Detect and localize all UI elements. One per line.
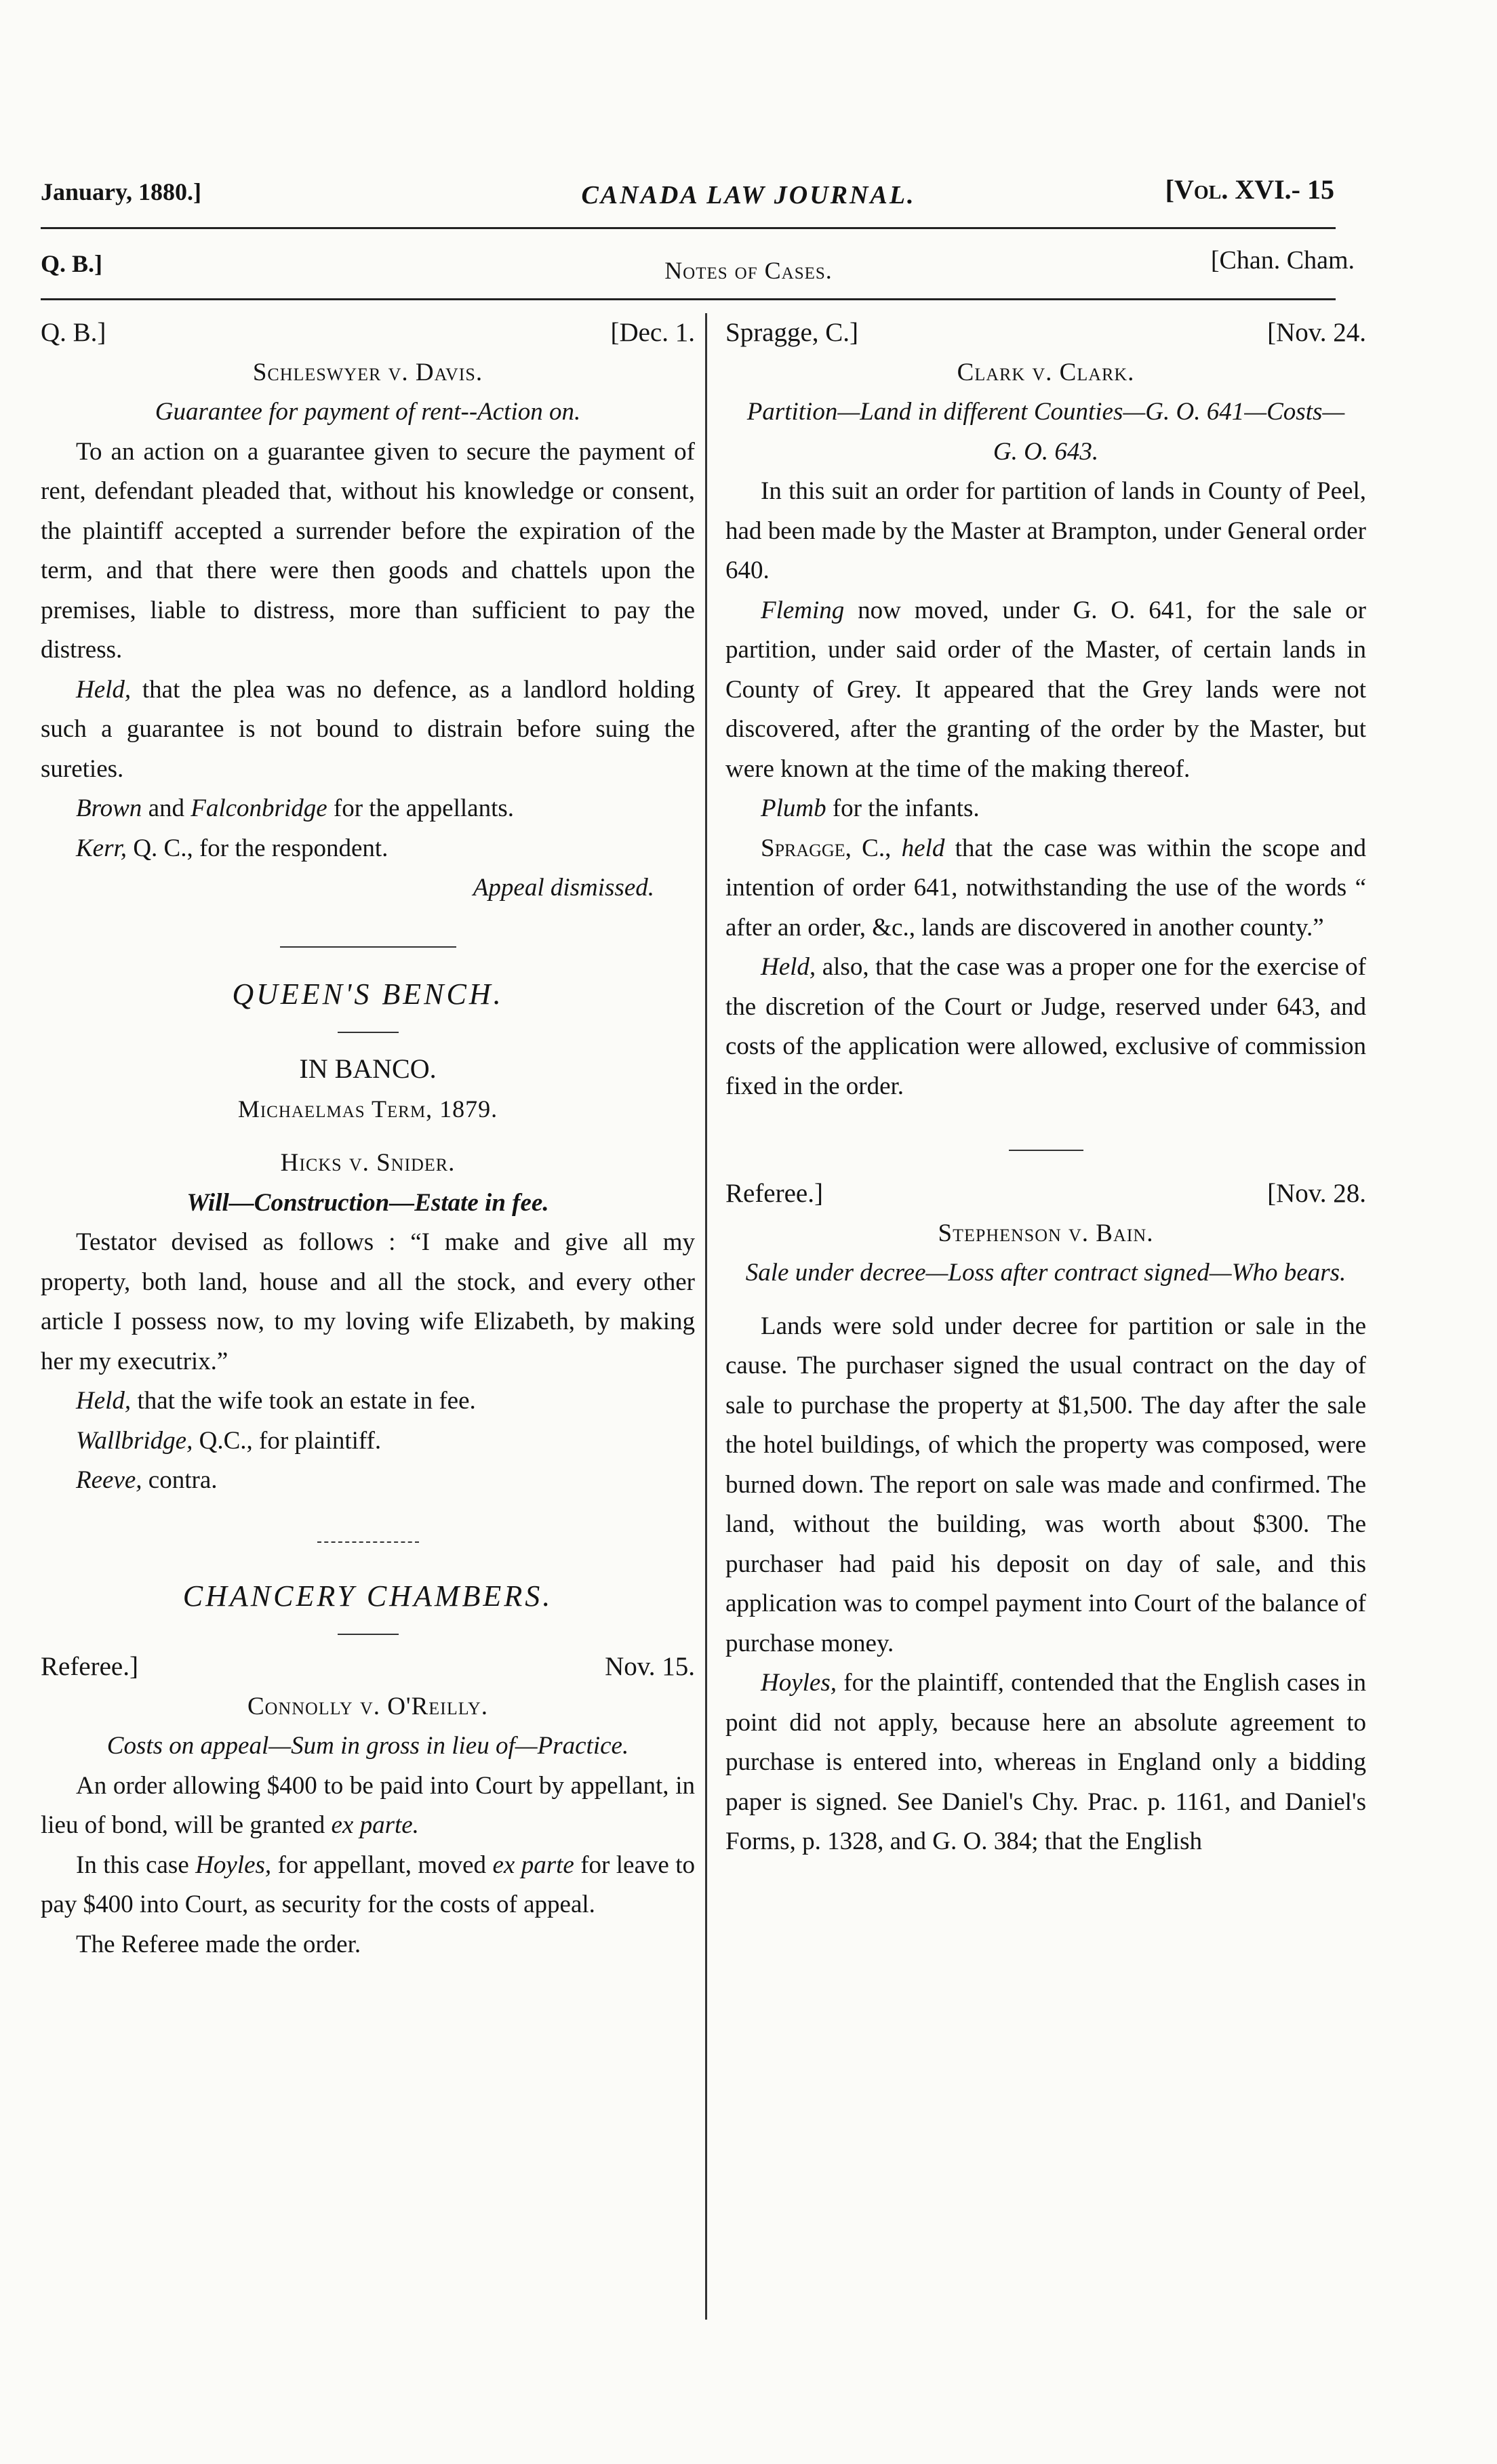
section-label: Notes of Cases. bbox=[664, 257, 833, 284]
case-title: Clark v. Clark. bbox=[957, 358, 1135, 386]
held-label: held bbox=[891, 834, 945, 862]
case-paragraph: Lands were sold under decree for partition or sale in the cause. The purchaser signed the usual contract on the day of sale to purchase the property at $1,500. The day after the sale the hotel buildings, of which the property was composed, were burned down. The report on sale was made and confirmed. The land, without the building, was worth about $300. The purchaser had paid his deposit on day of sale, and this application was to compel payment into Court of the balance of purchase money. bbox=[725, 1312, 1366, 1657]
body-text: for the infants. bbox=[826, 794, 980, 822]
term-label: Michaelmas Term, 1879. bbox=[237, 1095, 498, 1123]
case-holding bbox=[41, 1381, 695, 1421]
case-body: To an action on a guarantee given to secure the payment of rent, defendant pleaded that, without his knowledge or consent, the plaintiff accepted a surrender before the expiration of the term, and that there were then goods and chattels upon the premises, liable to distress, more than sufficient to pay the distress. bbox=[41, 437, 695, 664]
held-label: Held, bbox=[761, 953, 816, 981]
case-paragraph bbox=[41, 1846, 695, 1925]
body-text: for leave to pay $400 into Court, as security for the costs of appeal. bbox=[41, 1851, 695, 1918]
case-holding bbox=[41, 670, 695, 790]
counsel-role: Q.C., for plaintiff. bbox=[193, 1426, 382, 1455]
section-heading: QUEEN'S BENCH. bbox=[232, 977, 504, 1011]
body-text: An order allowing $400 to be paid into Court by appellant, in lieu of bond, will be granted bbox=[41, 1771, 695, 1839]
counsel-name: Falconbridge bbox=[191, 794, 327, 822]
case-topic: Guarantee for payment of rent--Action on. bbox=[155, 398, 581, 426]
section-heading: CHANCERY CHAMBERS. bbox=[182, 1579, 553, 1613]
body-italic: ex parte. bbox=[331, 1811, 419, 1839]
case-header bbox=[725, 313, 1366, 353]
court-label: Q. B.] bbox=[41, 318, 106, 347]
counsel-line bbox=[41, 1461, 695, 1501]
court-label: Spragge, C.] bbox=[725, 318, 859, 347]
column-divider bbox=[705, 313, 707, 2320]
body-text: now moved, under G. O. 641, for the sale or partition, under said order of the Master, of certain lands in County of Grey. It appeared that the Grey lands were not discovered, after the granting of the order by the Master, but were known at the time of the making thereof. bbox=[725, 596, 1366, 783]
case-holding bbox=[725, 948, 1366, 1106]
right-column bbox=[725, 313, 1366, 1862]
counsel-name: Reeve, bbox=[76, 1466, 142, 1494]
left-court-label: Q. B.] bbox=[41, 250, 103, 277]
case-result: Appeal dismissed. bbox=[473, 874, 654, 902]
held-label: Held, bbox=[76, 1387, 132, 1415]
case-date: [Nov. 24. bbox=[1267, 318, 1366, 347]
case-header bbox=[41, 1647, 695, 1687]
held-text: that the wife took an estate in fee. bbox=[131, 1387, 476, 1415]
counsel-name: Plumb bbox=[761, 794, 826, 822]
header-rule-bottom bbox=[41, 298, 1336, 300]
counsel-name: Hoyles, bbox=[761, 1669, 837, 1697]
header-date: January, 1880.] bbox=[41, 178, 202, 205]
separator bbox=[338, 1634, 399, 1635]
held-label: Held, bbox=[76, 675, 132, 704]
counsel-role: for the appellants. bbox=[327, 794, 515, 822]
counsel-name: Brown bbox=[76, 794, 142, 822]
counsel-conjunction: and bbox=[142, 794, 191, 822]
court-label: Referee.] bbox=[725, 1179, 823, 1208]
counsel-name: Wallbridge, bbox=[76, 1426, 193, 1455]
counsel-line bbox=[41, 789, 695, 829]
counsel-role: contra. bbox=[142, 1466, 218, 1494]
counsel-name: Hoyles, bbox=[195, 1851, 272, 1879]
case-paragraph bbox=[725, 1663, 1366, 1862]
case-header bbox=[41, 313, 695, 353]
case-paragraph: The Referee made the order. bbox=[76, 1930, 361, 1958]
case-title: Connolly v. O'Reilly. bbox=[247, 1692, 489, 1720]
body-text: that the case was within the scope and intention of order 641, notwithstanding the use of the words “ after an order, &c., lands are discovered in another county.” bbox=[725, 834, 1366, 942]
separator bbox=[317, 1541, 419, 1543]
body-text: for the plaintiff, contended that the English cases in point did not apply, because here an absolute agreement to purchase is entered into, whereas in England only a bidding paper is signed. See Daniel's Chy. Prac. p. 1161, and Daniel's Forms, p. 1328, and G. O. 384; that the English bbox=[725, 1669, 1366, 1855]
case-paragraph bbox=[725, 591, 1366, 790]
right-court-label: [Chan. Cham. bbox=[1210, 246, 1355, 275]
held-text: that the plea was no defence, as a landlord holding such a guarantee is not bound to distrain before suing the sureties. bbox=[41, 675, 695, 783]
case-topic: Sale under decree—Loss after contract signed—Who bears. bbox=[745, 1259, 1346, 1287]
separator bbox=[1009, 1150, 1083, 1151]
counsel-line bbox=[41, 829, 695, 869]
case-topic: Will—Construction—Estate in fee. bbox=[186, 1188, 549, 1217]
case-body: Testator devised as follows : “I make and give all my property, both land, house and all the stock, and every other article I possess now, to my loving wife Elizabeth, by making her my executrix.” bbox=[41, 1228, 695, 1375]
body-text: In this case bbox=[76, 1851, 196, 1879]
journal-title: CANADA LAW JOURNAL. bbox=[581, 181, 916, 209]
court-label: Referee.] bbox=[41, 1652, 138, 1681]
counsel-name: Kerr, bbox=[76, 834, 127, 862]
judge-name: Spragge, C., bbox=[761, 834, 892, 862]
section-subheading: IN BANCO. bbox=[299, 1053, 437, 1084]
case-title: Schleswyer v. Davis. bbox=[252, 358, 483, 386]
counsel-role: Q. C., for the respondent. bbox=[127, 834, 388, 862]
case-body bbox=[41, 1766, 695, 1846]
case-date: [Dec. 1. bbox=[610, 318, 695, 347]
case-paragraph bbox=[725, 829, 1366, 948]
case-date: [Nov. 28. bbox=[1267, 1179, 1366, 1208]
case-paragraph bbox=[725, 789, 1366, 829]
body-text: for appellant, moved bbox=[271, 1851, 493, 1879]
counsel-name: Fleming bbox=[761, 596, 845, 624]
body-italic: ex parte bbox=[492, 1851, 574, 1879]
case-title: Stephenson v. Bain. bbox=[938, 1219, 1154, 1247]
case-paragraph: In this suit an order for partition of lands in County of Peel, had been made by the Master at Brampton, under General order 640. bbox=[725, 477, 1366, 584]
case-topic: Costs on appeal—Sum in gross in lieu of—Practice. bbox=[106, 1732, 629, 1760]
separator bbox=[280, 946, 456, 948]
counsel-line bbox=[41, 1421, 695, 1461]
held-text: also, that the case was a proper one for the exercise of the discretion of the Court or Judge, reserved under 643, and costs of the application were allowed, exclusive of commission fixed in the order. bbox=[725, 953, 1366, 1100]
case-date: Nov. 15. bbox=[605, 1652, 695, 1681]
case-title: Hicks v. Snider. bbox=[280, 1149, 456, 1177]
case-header bbox=[725, 1174, 1366, 1214]
header-rule-top bbox=[41, 227, 1336, 229]
volume-page: [Vol. XVI.- 15 bbox=[1165, 174, 1334, 205]
case-topic: Partition—Land in different Counties—G. O. 641—Costs—G. O. 643. bbox=[746, 398, 1345, 466]
separator bbox=[338, 1032, 399, 1033]
left-column bbox=[41, 313, 695, 1964]
